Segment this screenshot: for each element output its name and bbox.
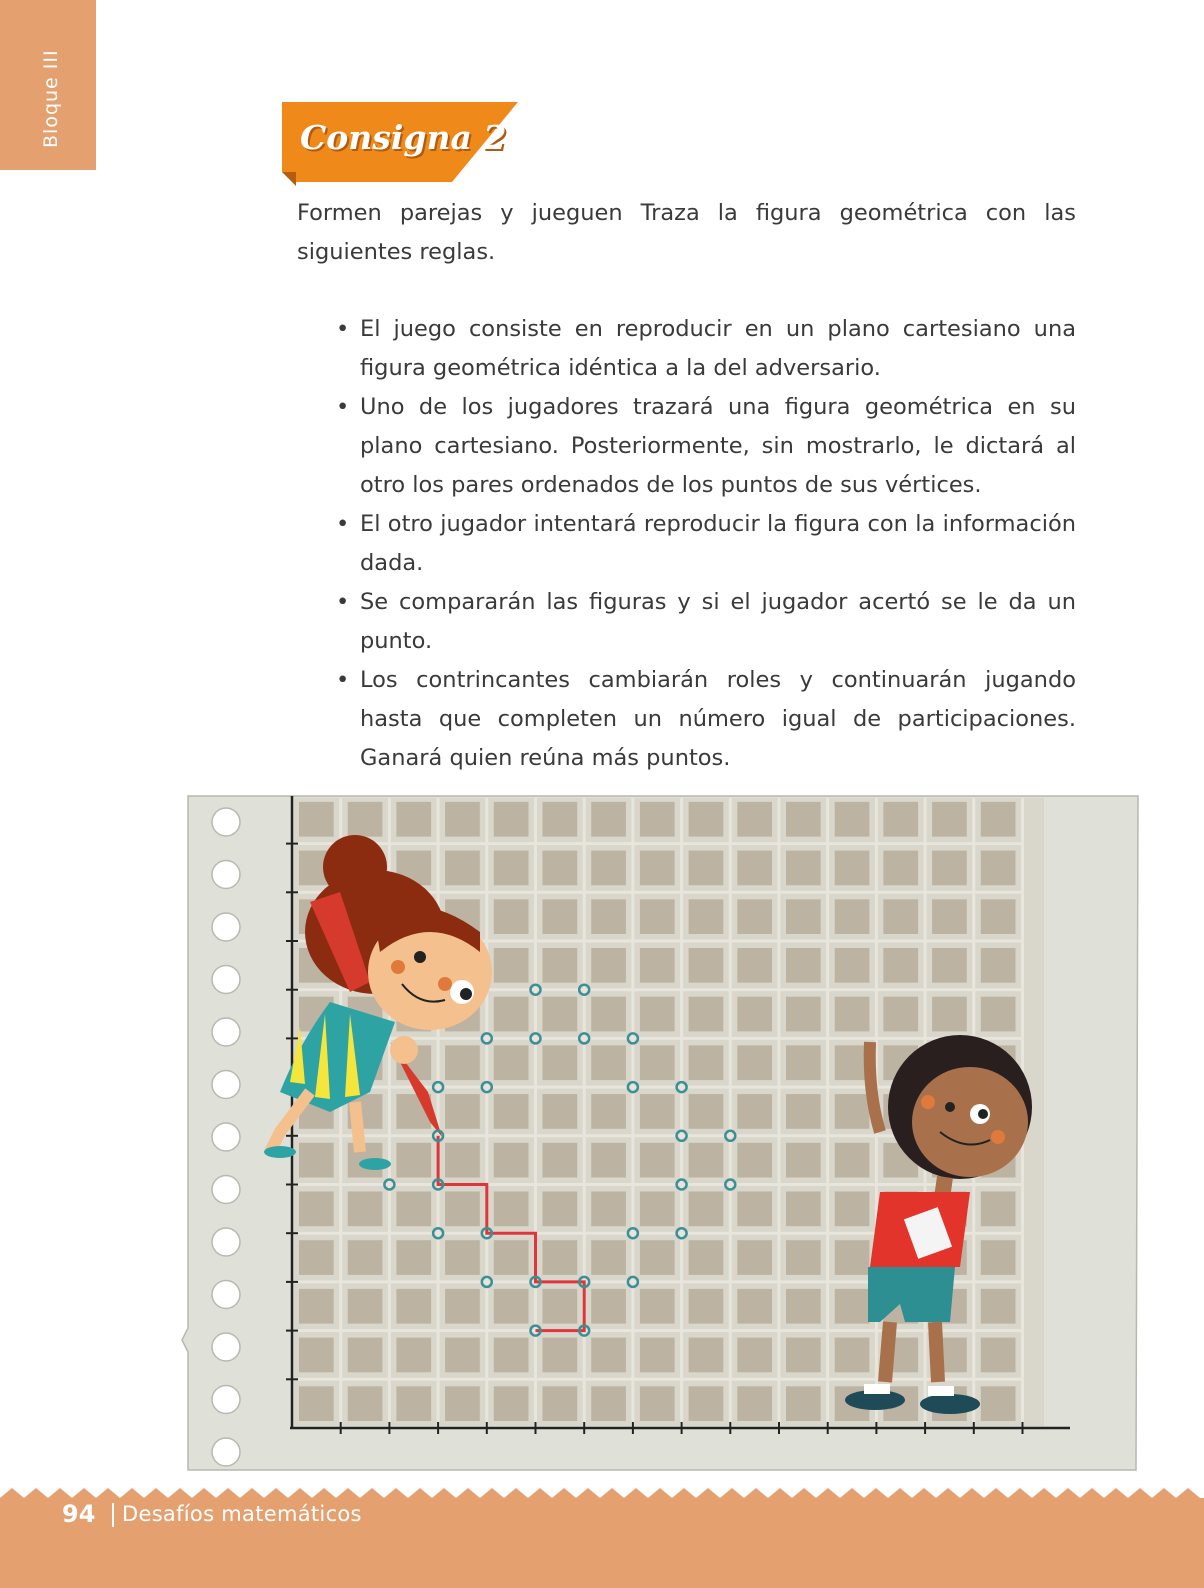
grid-cell: [445, 1386, 480, 1421]
binder-hole: [212, 1386, 240, 1414]
grid-cell: [494, 1143, 529, 1178]
grid-cell: [543, 1338, 578, 1373]
bullet: •: [336, 394, 350, 420]
grid-cell: [640, 802, 675, 837]
grid-cell: [835, 1240, 870, 1275]
grid-cell: [786, 1094, 821, 1129]
grid-cell: [543, 1045, 578, 1080]
grid-cell: [737, 948, 772, 983]
binder-hole: [212, 1228, 240, 1256]
grid-cell: [689, 948, 724, 983]
grid-cell: [348, 1192, 383, 1227]
grid-cell: [786, 1338, 821, 1373]
grid-cell: [445, 802, 480, 837]
grid-cell: [348, 802, 383, 837]
grid-cell: [786, 1192, 821, 1227]
bullet: •: [336, 667, 350, 693]
bullet: •: [336, 511, 350, 537]
grid-cell: [591, 997, 626, 1032]
grid-cell: [786, 1143, 821, 1178]
grid-cell: [689, 1240, 724, 1275]
grid-cell: [396, 1289, 431, 1324]
grid-cell: [981, 1338, 1016, 1373]
grid-cell: [737, 1143, 772, 1178]
grid-cell: [689, 1338, 724, 1373]
grid-cell: [543, 851, 578, 886]
grid-cell: [591, 1240, 626, 1275]
grid-cell: [883, 948, 918, 983]
grid-cell: [737, 1045, 772, 1080]
grid-cell: [640, 1338, 675, 1373]
grid-cell: [786, 1386, 821, 1421]
grid-cell: [396, 1240, 431, 1275]
grid-cell: [981, 1289, 1016, 1324]
grid-cell: [835, 1338, 870, 1373]
grid-cell: [737, 1192, 772, 1227]
grid-cell: [640, 1289, 675, 1324]
grid-cell: [786, 899, 821, 934]
rule-item: [336, 661, 1076, 778]
grid-cell: [591, 1094, 626, 1129]
binder-hole: [212, 808, 240, 836]
grid-cell: [299, 1192, 334, 1227]
grid-cell: [981, 1386, 1016, 1421]
grid-cell: [445, 1192, 480, 1227]
grid-cell: [494, 1094, 529, 1129]
rule-item: [336, 583, 1076, 661]
grid-cell: [591, 1045, 626, 1080]
grid-cell: [543, 997, 578, 1032]
grid-cell: [348, 1289, 383, 1324]
grid-cell: [835, 1143, 870, 1178]
grid-cell: [640, 851, 675, 886]
binder-hole: [212, 1438, 240, 1466]
grid-cell: [932, 802, 967, 837]
grid-cell: [299, 1143, 334, 1178]
grid-cell: [835, 1192, 870, 1227]
grid-cell: [689, 899, 724, 934]
bullet: •: [336, 589, 350, 615]
grid-cell: [591, 899, 626, 934]
grid-cell: [445, 1045, 480, 1080]
binder-hole: [212, 1281, 240, 1309]
grid-cell: [494, 948, 529, 983]
grid-cell: [689, 1386, 724, 1421]
rule-text: Los contrincantes cambiarán roles y continuarán jugando hasta que completen un número igual de participaciones. Ganará quien reúna más puntos.: [360, 667, 1076, 771]
grid-cell: [543, 1240, 578, 1275]
grid-cell: [981, 1192, 1016, 1227]
binder-hole: [212, 861, 240, 889]
grid-cell: [396, 802, 431, 837]
page-number: 94: [62, 1500, 96, 1528]
grid-cell: [591, 1192, 626, 1227]
bullet: •: [336, 316, 350, 342]
grid-cell: [640, 997, 675, 1032]
grid-cell: [445, 1143, 480, 1178]
block-label: Bloque III: [40, 49, 62, 148]
rule-item: [336, 310, 1076, 388]
grid-cell: [299, 1240, 334, 1275]
grid-cell: [689, 1094, 724, 1129]
grid-cell: [737, 1386, 772, 1421]
grid-cell: [396, 1143, 431, 1178]
grid-cell: [494, 1045, 529, 1080]
grid-cell: [981, 997, 1016, 1032]
rule-item: [336, 388, 1076, 505]
grid-cell: [494, 1240, 529, 1275]
grid-cell: [591, 948, 626, 983]
grid-cell: [494, 1289, 529, 1324]
grid-cell: [737, 1240, 772, 1275]
grid-cell: [835, 1094, 870, 1129]
grid-cell: [786, 997, 821, 1032]
notebook-illustration: [180, 792, 1140, 1474]
grid-cell: [737, 1094, 772, 1129]
binder-hole: [212, 1123, 240, 1151]
binder-hole: [212, 1018, 240, 1046]
grid-cell: [494, 802, 529, 837]
grid-cell: [981, 948, 1016, 983]
grid-cell: [640, 1386, 675, 1421]
grid-cell: [981, 802, 1016, 837]
grid-cell: [494, 851, 529, 886]
grid-cell: [640, 1045, 675, 1080]
grid-cell: [640, 948, 675, 983]
rule-item: [336, 505, 1076, 583]
intro-paragraph: Formen parejas y jueguen Traza la figura geométrica con las siguientes reglas.: [297, 200, 1076, 265]
grid-cell: [689, 1045, 724, 1080]
grid-cell: [591, 1143, 626, 1178]
grid-cell: [981, 899, 1016, 934]
grid-cell: [835, 948, 870, 983]
grid-cell: [299, 1338, 334, 1373]
grid-cell: [543, 802, 578, 837]
grid-cell: [445, 1094, 480, 1129]
footer-separator: [112, 1503, 114, 1527]
grid-cell: [591, 1289, 626, 1324]
grid-cell: [494, 1386, 529, 1421]
grid-cell: [494, 997, 529, 1032]
grid-cell: [543, 948, 578, 983]
grid-cell: [640, 1240, 675, 1275]
grid-cell: [932, 899, 967, 934]
grid-cell: [494, 1338, 529, 1373]
grid-cell: [543, 1289, 578, 1324]
rules-list: [336, 310, 1076, 778]
grid-cell: [640, 1192, 675, 1227]
grid-cell: [689, 1289, 724, 1324]
grid-cell: [883, 997, 918, 1032]
grid-cell: [932, 851, 967, 886]
grid-cell: [883, 899, 918, 934]
grid-cell: [737, 997, 772, 1032]
grid-cell: [737, 1289, 772, 1324]
grid-cell: [932, 997, 967, 1032]
grid-cell: [786, 948, 821, 983]
grid-cell: [786, 1045, 821, 1080]
grid-cell: [835, 802, 870, 837]
grid-cell: [689, 851, 724, 886]
grid-cell: [591, 802, 626, 837]
grid-cell: [543, 1094, 578, 1129]
rule-text: El otro jugador intentará reproducir la figura con la información dada.: [360, 511, 1076, 576]
grid-cell: [689, 1143, 724, 1178]
grid-cell: [737, 899, 772, 934]
grid-cell: [737, 851, 772, 886]
grid-cell: [786, 851, 821, 886]
grid-cell: [348, 1240, 383, 1275]
grid-cell: [543, 1386, 578, 1421]
consigna-title: Consigna 2: [300, 118, 507, 157]
grid-cell: [835, 997, 870, 1032]
grid-cell: [835, 1289, 870, 1324]
grid-cell: [981, 1240, 1016, 1275]
grid-cell: [299, 1386, 334, 1421]
rule-text: Se compararán las figuras y si el jugador acertó se le da un punto.: [360, 589, 1076, 654]
grid-cell: [835, 851, 870, 886]
book-title: Desafíos matemáticos: [122, 1502, 362, 1526]
grid-cell: [543, 899, 578, 934]
grid-cell: [835, 899, 870, 934]
grid-cell: [396, 1338, 431, 1373]
side-tab-zigzag: [0, 158, 96, 172]
grid-cell: [348, 1386, 383, 1421]
grid-cell: [299, 1289, 334, 1324]
grid-cell: [543, 1192, 578, 1227]
grid-cell: [591, 1338, 626, 1373]
binder-hole: [212, 913, 240, 941]
rule-text: El juego consiste en reproducir en un plano cartesiano una figura geométrica idéntica a la del adversario.: [360, 316, 1076, 381]
rule-text: Uno de los jugadores trazará una figura geométrica en su plano cartesiano. Posteriormente, sin mostrarlo, le dictará al otro los pares ordenados de los puntos de sus vértices.: [360, 394, 1076, 498]
grid-cell: [543, 1143, 578, 1178]
grid-cell: [883, 851, 918, 886]
grid-cell: [445, 1240, 480, 1275]
footer-band: [0, 1484, 1204, 1588]
grid-cell: [494, 1192, 529, 1227]
grid-cell: [591, 851, 626, 886]
grid-cell: [689, 802, 724, 837]
grid-cell: [786, 802, 821, 837]
grid-cell: [348, 1338, 383, 1373]
grid-cell: [786, 1289, 821, 1324]
binder-hole: [212, 966, 240, 994]
grid-cell: [396, 1386, 431, 1421]
grid-cell: [445, 851, 480, 886]
grid-cell: [932, 948, 967, 983]
grid-cell: [445, 1289, 480, 1324]
grid-cell: [640, 1143, 675, 1178]
grid-cell: [396, 1192, 431, 1227]
grid-cell: [737, 1338, 772, 1373]
grid-cell: [299, 802, 334, 837]
grid-cell: [689, 1192, 724, 1227]
grid-cell: [591, 1386, 626, 1421]
grid-cell: [640, 899, 675, 934]
grid-cell: [737, 802, 772, 837]
binder-hole: [212, 1071, 240, 1099]
grid-cell: [445, 1338, 480, 1373]
binder-hole: [212, 1333, 240, 1361]
grid-cell: [883, 802, 918, 837]
grid-cell: [689, 997, 724, 1032]
grid-cell: [494, 899, 529, 934]
grid-cell: [786, 1240, 821, 1275]
grid-cell: [640, 1094, 675, 1129]
binder-hole: [212, 1176, 240, 1204]
grid-cell: [981, 851, 1016, 886]
